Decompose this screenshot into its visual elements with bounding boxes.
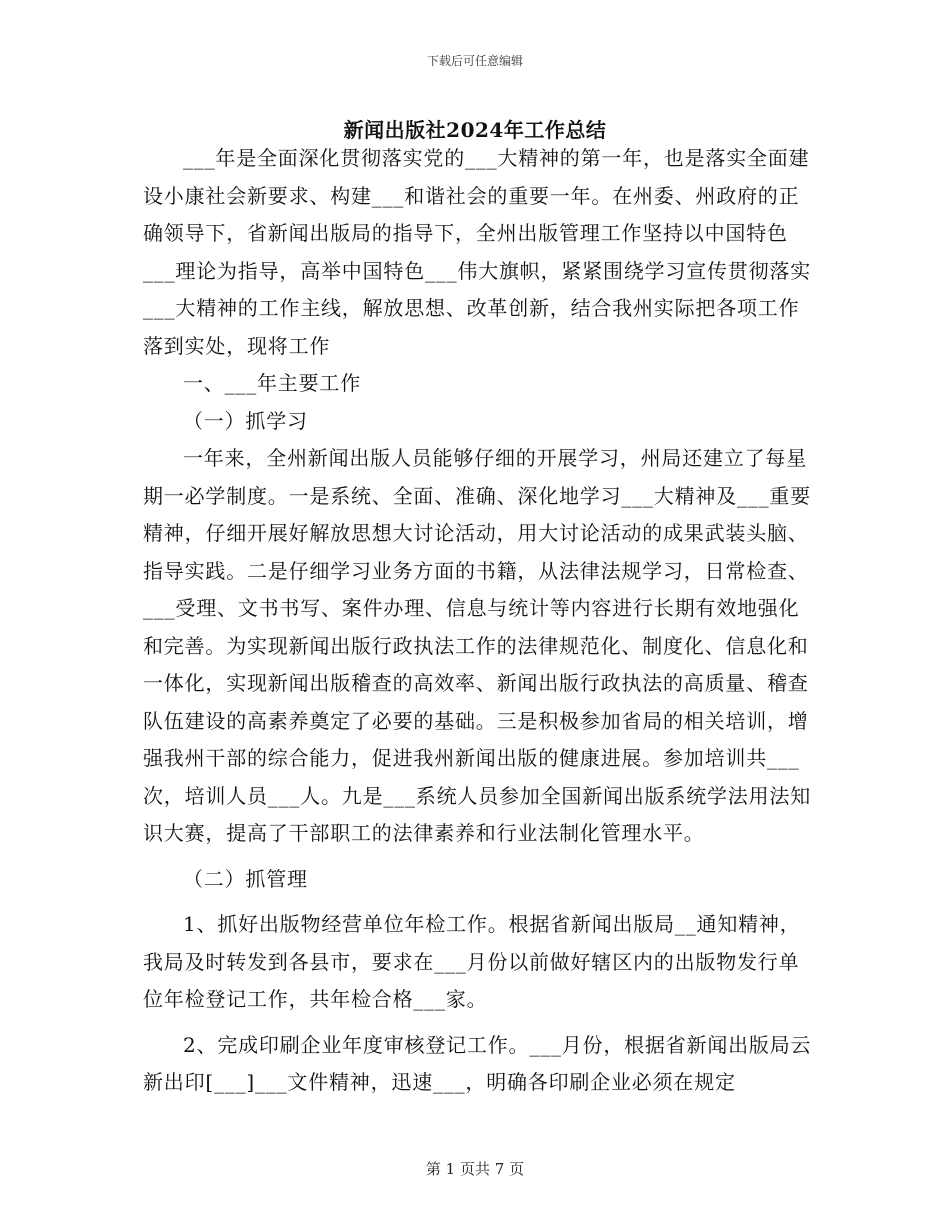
paragraph-spacer xyxy=(143,898,813,906)
subsection-heading-study: （一）抓学习 xyxy=(183,408,308,433)
paragraph-intro: ___年是全面深化贯彻落实党的___大精神的第一年，也是落实全面建设小康社会新要求、构建___和谐社会的重要一年。在州委、州政府的正确领导下，省新闻出版局的指导下，全州出版管理工作坚持以中国特色___理论为指导，高举中国特色___伟大旗帜，紧紧围绕学习宣传贯彻落实___大精神的工作主线，解放思想、改革创新，结合我州实际把各项工作落到实处，现将工作 xyxy=(143,146,811,358)
paragraph-spacer xyxy=(143,1019,813,1027)
document-title: 新闻出版社2024年工作总结 xyxy=(343,118,607,142)
section-heading-main-work: 一、___年主要工作 xyxy=(183,371,361,395)
page-header-note: 下载后可任意编辑 xyxy=(426,54,523,68)
paragraph-study: 一年来，全州新闻出版人员能够仔细的开展学习，州局还建立了每星期一必学制度。一是系统、全面、准确、深化地学习___大精神及___重要精神，仔细开展好解放思想大讨论活动，用大讨论活动的成果武装头脑、指导实践。二是仔细学习业务方面的书籍，从法律法规学习，日常检查、___受理、文书书写、案件办理、信息与统计等内容进行长期有效地强化和完善。为实现新闻出版行政执法工作的法律规范化、制度化、信息化和一体化，实现新闻出版稽查的高效率、新闻出版行政执法的高质量、稽查队伍建设的高素养奠定了必要的基础。三是积极参加省局的相关培训，增强我州干部的综合能力，促进我州新闻出版的健康进展。参加培训共___次，培训人员___人。九是___系统人员参加全国新闻出版系统学法用法知识大赛，提高了干部职工的法律素养和行业法制化管理水平。 xyxy=(143,446,811,845)
document-body xyxy=(143,140,813,1102)
paragraph-management-2: 2、完成印刷企业年度审核登记工作。___月份，根据省新闻出版局云新出印[___]___文件精神，迅速___，明确各印刷企业必须在规定 xyxy=(143,1032,812,1094)
page-number: 第 1 页共 7 页 xyxy=(425,1160,525,1178)
paragraph-spacer xyxy=(143,853,813,861)
paragraph-management-1: 1、抓好出版物经营单位年检工作。根据省新闻出版局__通知精神，我局及时转发到各县市，要求在___月份以前做好辖区内的出版物发行单位年检登记工作，共年检合格___家。 xyxy=(143,912,801,1011)
subsection-heading-management: （二）抓管理 xyxy=(183,866,308,891)
